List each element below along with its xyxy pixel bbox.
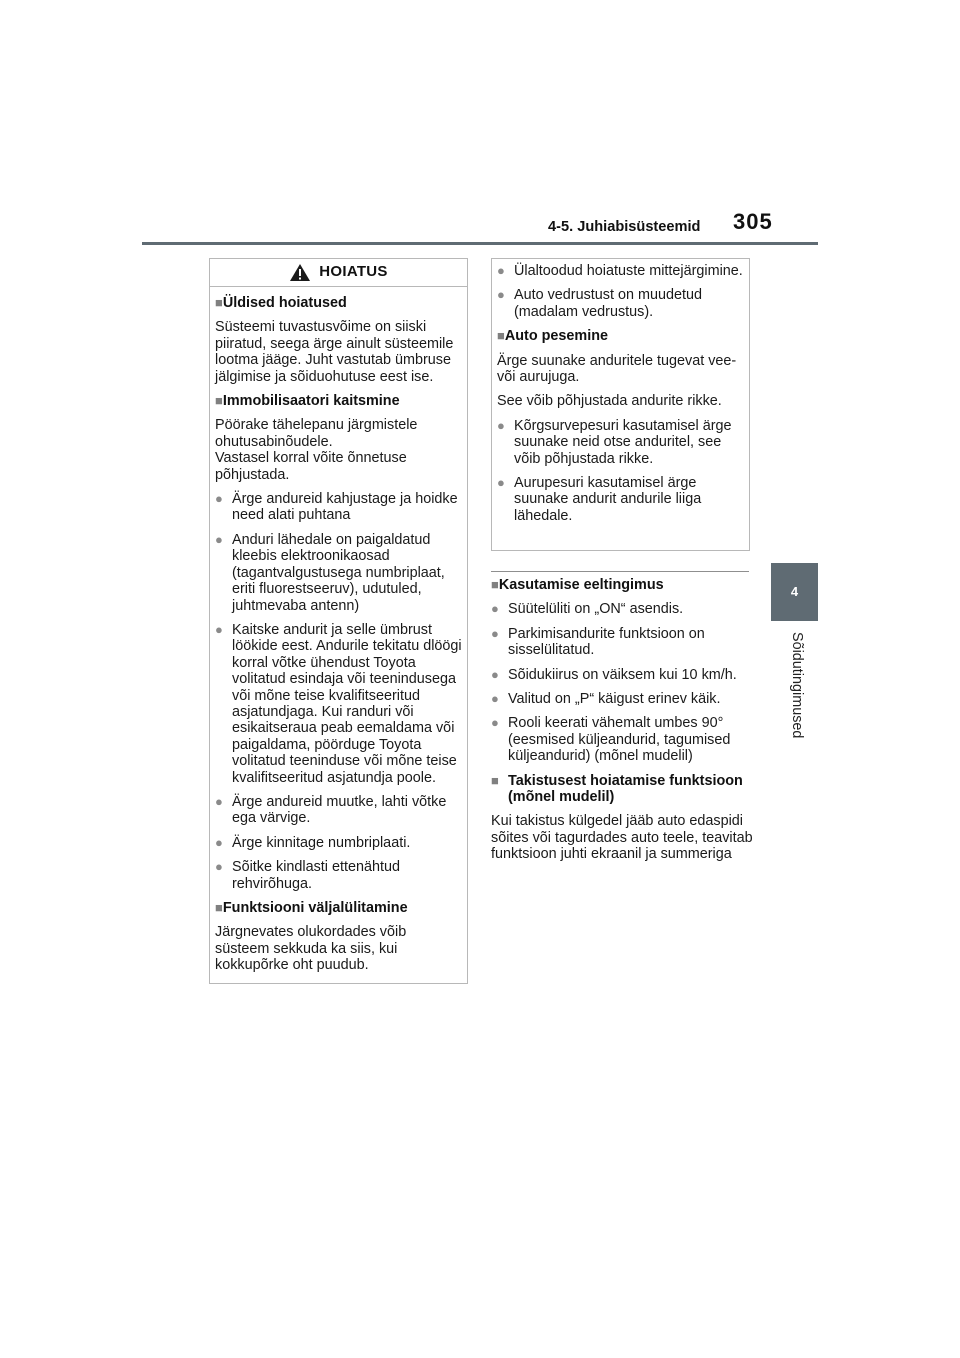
round-bullet-icon: ● xyxy=(497,475,505,491)
list-item: ● Kõrgsurvepesuri kasutamisel ärge suunake neid otse anduritel, see võib põhjustada rikke. xyxy=(497,417,732,467)
deactivation-heading: ■Funktsiooni väljalülitamine xyxy=(215,900,408,916)
round-bullet-icon: ● xyxy=(491,691,499,707)
list-item: ● Ärge andureid kahjustage ja hoidke need alati puhtana xyxy=(215,491,458,524)
list-item: ● Ülaltoodud hoiatuste mittejärgimine. xyxy=(497,263,743,279)
square-bullet-icon: ■ xyxy=(215,393,223,409)
section-divider xyxy=(491,571,749,572)
round-bullet-icon: ● xyxy=(215,834,223,850)
round-bullet-icon: ● xyxy=(215,859,223,875)
square-bullet-icon: ■ xyxy=(215,295,223,310)
round-bullet-icon: ● xyxy=(497,263,505,278)
list-item: ● Ärge kinnitage numbriplaati. xyxy=(215,834,411,851)
round-bullet-icon: ● xyxy=(491,601,499,617)
general-heading: ■Üldised hoiatused xyxy=(215,295,347,311)
list-item: ● Ärge andureid muutke, lahti võtke ega värvige. xyxy=(215,793,447,827)
list-item: ● Rooli keerati vähemalt umbes 90° (eesmised küljeandurid, tagumised küljeandurid) (mõnel mudelil) xyxy=(491,715,731,765)
list-item: ● Kaitske andurit ja selle ümbrust löökide eest. Andurile tekitatu dlöögi korral võtke ühendust Toyota volitatud esindaja või teenindusega või mõne teise kvalifitseeritud asjatundjaga. Kui randuri või esikaitseraua peab eemaldama või paigaldama, pöörduge Toyota volitatud teeninduse või mõne teise kvalifitseeritud asjatundja poole. xyxy=(215,621,462,786)
list-item: ● Auto vedrustust on muudetud (madalam vedrustus). xyxy=(497,287,702,320)
chapter-title: Sõidutingimused xyxy=(789,632,805,739)
chapter-number: 4 xyxy=(790,583,799,599)
round-bullet-icon: ● xyxy=(215,531,223,547)
usage-heading: ■Kasutamise eeltingimus xyxy=(491,577,664,593)
warning-continuation-box xyxy=(491,258,750,551)
round-bullet-icon: ● xyxy=(491,666,499,682)
list-item: ● Sõitke kindlasti ettenähtud rehvirõhuga. xyxy=(215,859,401,892)
obstacle-heading: ■ Takistusest hoiatamise funktsioon (mõnel mudelil) xyxy=(491,772,743,806)
page-number: 305 xyxy=(733,209,773,234)
deactivation-text: Järgnevates olukordades võib süsteem sekkuda ka siis, kui kokkupõrke oht puudub. xyxy=(215,924,407,974)
warning-continuation-body xyxy=(492,259,749,524)
immobiliser-intro: Pöörake tähelepanu järgmistele ohutusabinõudele. xyxy=(215,417,418,450)
section-title: 4-5. Juhiabisüsteemid xyxy=(548,219,701,235)
immobiliser-heading: ■Immobilisaatori kaitsmine xyxy=(215,393,400,410)
warning-box xyxy=(209,258,468,984)
round-bullet-icon: ● xyxy=(497,287,505,303)
list-item: ● Aurupesuri kasutamisel ärge suunake andurit andurile liiga lähedale. xyxy=(497,475,702,524)
round-bullet-icon: ● xyxy=(491,715,499,731)
list-item: ● Süütelüliti on „ON“ asendis. xyxy=(491,601,684,618)
warning-header xyxy=(210,259,467,287)
wash-text-2: See võib põhjustada andurite rikke. xyxy=(497,393,722,410)
wash-heading: ■Auto pesemine xyxy=(497,328,609,345)
warning-body xyxy=(210,287,467,974)
list-item: ● Valitud on „P“ käigust erinev käik. xyxy=(491,691,721,708)
round-bullet-icon: ● xyxy=(491,625,499,641)
right-column xyxy=(491,577,753,871)
round-bullet-icon: ● xyxy=(215,793,223,809)
round-bullet-icon: ● xyxy=(215,621,223,637)
immobiliser-intro-2: Vastasel korral võite õnnetuse põhjustada. xyxy=(215,450,407,483)
chapter-tab xyxy=(771,563,818,621)
obstacle-text: Kui takistus külgedel jääb auto edaspidi sõites või tagurdades auto teele, teavitab funktsioon juhti ekraanil ja summeriga xyxy=(491,813,753,863)
warning-triangle-icon xyxy=(289,263,311,282)
round-bullet-icon: ● xyxy=(215,491,223,507)
list-item: ● Anduri lähedale on paigaldatud kleebis elektroonikaosad (tagantvalgustusega numbriplaat, eriti fluorestseeruv), udutuled, juhtmevaba antenn) xyxy=(215,531,445,614)
list-item: ● Parkimisandurite funktsioon on sisselülitatud. xyxy=(491,625,705,659)
round-bullet-icon: ● xyxy=(497,417,505,433)
header-rule xyxy=(142,242,818,245)
square-bullet-icon: ■ xyxy=(491,577,499,592)
square-bullet-icon: ■ xyxy=(491,772,499,788)
wash-text-1: Ärge suunake anduritele tugevat vee- või aurujuga. xyxy=(497,352,737,386)
list-item: ● Sõidukiirus on väiksem kui 10 km/h. xyxy=(491,666,737,683)
square-bullet-icon: ■ xyxy=(497,328,505,344)
general-text: Süsteemi tuvastusvõime on siiski piiratud, seega ärge ainult süsteemile lootma jääge. Juht vastutab ümbruse jälgimise ja sõiduohutuse eest ise. xyxy=(215,319,454,385)
square-bullet-icon: ■ xyxy=(215,900,223,915)
warning-title: HOIATUS xyxy=(319,263,388,281)
